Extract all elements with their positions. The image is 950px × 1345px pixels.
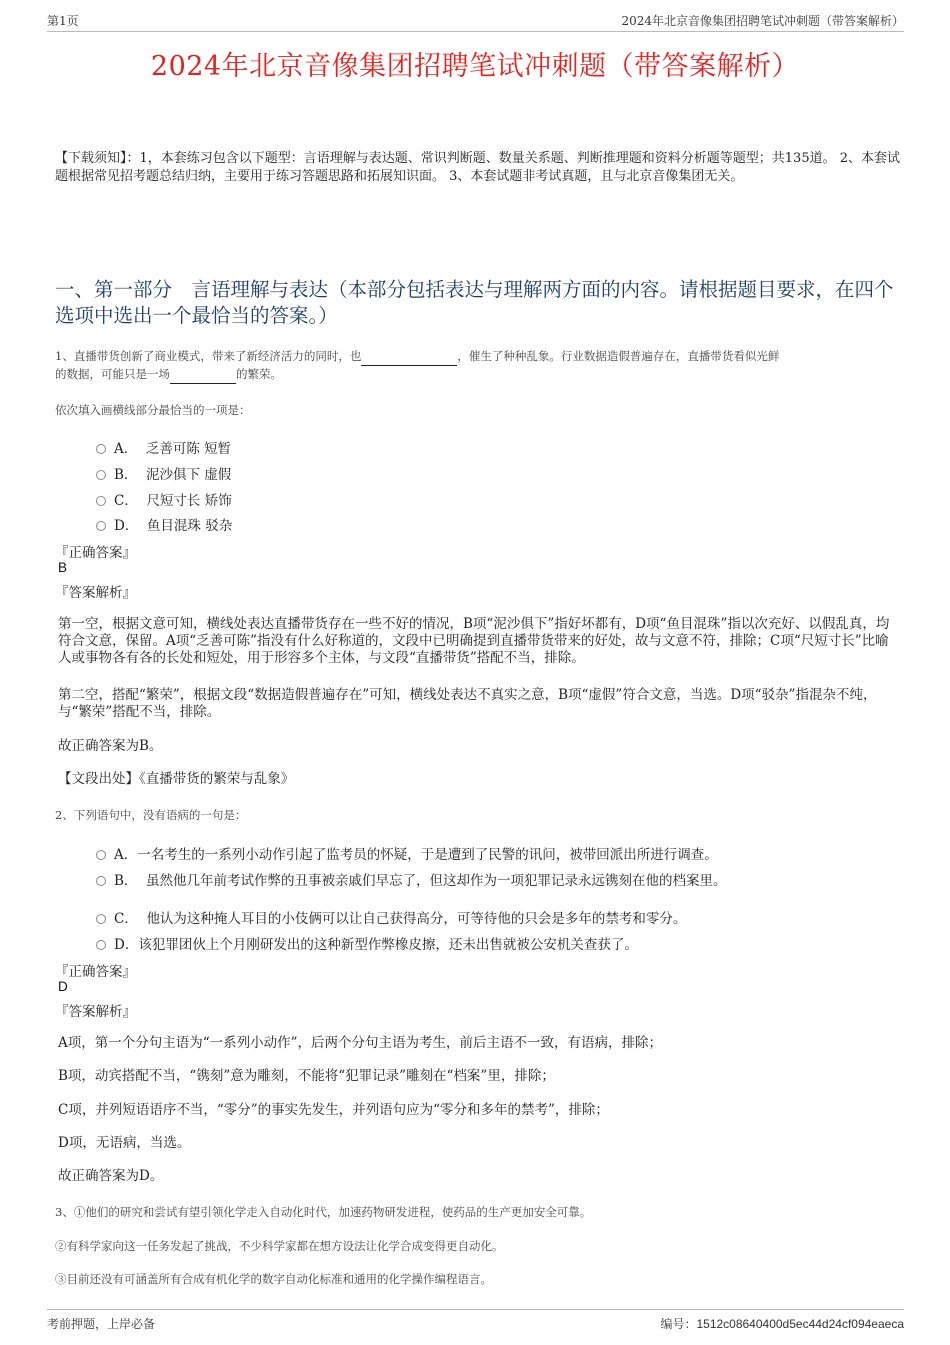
radio-icon[interactable] [96, 914, 106, 924]
q1-option-b-text: 泥沙俱下 虚假 [146, 467, 232, 483]
radio-icon[interactable] [96, 940, 106, 950]
footer-code [660, 1315, 904, 1332]
q1-option-a-key: A． [114, 441, 138, 457]
footer-slogan: 考前押题，上岸必备 [47, 1317, 156, 1331]
q2-option-d-text: 该犯罪团伙上个月刚研发出的这种新型作弊橡皮擦，还未出售就被公安机关查获了。 [138, 937, 638, 953]
q1-option-c-text: 尺短寸长 矫饰 [146, 493, 232, 509]
q1-text-c: 的数据，可能只是一场 [55, 367, 170, 381]
q1-text-d: 的繁荣。 [236, 367, 282, 381]
q2-answer-label: 『正确答案』 [55, 964, 136, 980]
q1-option-c[interactable] [96, 489, 232, 509]
q1-answer: B [58, 560, 68, 575]
question-3-line-1: 3、①他们的研究和尝试有望引领化学走入自动化时代，加速药物研发进程，使药品的生产更加安全可靠。 [55, 1205, 592, 1219]
q1-option-b-key: B． [114, 467, 138, 483]
q1-option-c-key: C． [114, 493, 138, 509]
q1-option-b[interactable] [96, 463, 231, 483]
q2-conclusion: 故正确答案为D。 [58, 1168, 164, 1184]
q1-blank-2 [170, 366, 236, 384]
q1-text-a: 1、直播带货创新了商业模式，带来了新经济活力的同时，也 [55, 349, 362, 363]
footer-divider [47, 1309, 904, 1310]
download-notice: 【下载须知】：1，本套练习包含以下题型：言语理解与表达题、常识判断题、数量关系题、判断推理题和资料分析题等题型；共135道。 2、本套试题根据常见招考题总结归纳，主要用于练习答题思路和拓展知识面。 3、本套试题非考试真题，且与北京音像集团无关。 [55, 151, 900, 184]
q2-option-b[interactable] [96, 869, 727, 889]
q2-analysis-b: B项，动宾搭配不当，“镌刻”意为雕刻，不能将“犯罪记录”雕刻在“档案”里，排除； [58, 1068, 555, 1084]
q2-option-b-key: B． [114, 873, 138, 889]
footer-code-label: 编号： [660, 1317, 697, 1331]
q1-instruction: 依次填入画横线部分最恰当的一项是： [55, 403, 251, 417]
header-divider [47, 31, 904, 32]
q1-analysis-label: 『答案解析』 [55, 585, 136, 601]
page-title: 2024年北京音像集团招聘笔试冲刺题（带答案解析） [150, 51, 800, 82]
q1-option-a-text: 乏善可陈 短暂 [145, 441, 232, 457]
q2-answer: D [58, 979, 68, 994]
question-2-text: 2、下列语句中，没有语病的一句是： [55, 808, 247, 822]
q2-analysis-label: 『答案解析』 [55, 1004, 136, 1020]
q1-answer-label: 『正确答案』 [55, 545, 136, 561]
radio-icon[interactable] [96, 444, 106, 454]
q2-option-c[interactable] [96, 907, 686, 927]
q2-option-c-key: C． [114, 911, 138, 927]
radio-icon[interactable] [96, 470, 106, 480]
q2-analysis-d: D项，无语病，当选。 [58, 1135, 191, 1151]
q2-option-c-text: 他认为这种掩人耳目的小伎俩可以让自己获得高分，可等待他的只会是多年的禁考和零分。 [146, 911, 687, 927]
radio-icon[interactable] [96, 521, 106, 531]
q1-analysis-1: 第一空，根据文意可知，横线处表达直播带货存在一些不好的情况，B项“泥沙俱下”指好坏都有，D项“鱼目混珠”指以次充好、以假乱真，均符合文意，保留。A项“乏善可陈”指没有什么好称道的，文段中已明确提到直播带货带来的好处，故与文意不符，排除；C项“尺短寸长”比喻人或事物各有各的长处和短处，用于形容多个主体，与文段“直播带货”搭配不当，排除。 [58, 616, 890, 666]
page-number: 第1页 [47, 14, 79, 28]
q1-option-d[interactable] [96, 514, 232, 534]
radio-icon[interactable] [96, 850, 106, 860]
q2-analysis-a: A项，第一个分句主语为“一系列小动作”，后两个分句主语为考生，前后主语不一致，有语病，排除； [58, 1035, 663, 1051]
q2-option-a[interactable] [96, 843, 718, 863]
q2-option-a-key: A． [114, 847, 138, 863]
q1-conclusion: 故正确答案为B。 [58, 738, 163, 754]
q1-option-a[interactable] [96, 437, 231, 457]
question-1-text [55, 348, 905, 384]
radio-icon[interactable] [96, 876, 106, 886]
q1-text-b: ，催生了种种乱象。行业数据造假普遍存在，直播带货看似光鲜 [457, 349, 780, 363]
q1-option-d-text: 鱼目混珠 驳杂 [146, 518, 233, 534]
section-heading: 一、第一部分 言语理解与表达（本部分包括表达与理解两方面的内容。请根据题目要求，在四个选项中选出一个最恰当的答案。） [55, 278, 894, 327]
q2-option-d-key: D． [114, 937, 139, 953]
q2-option-d[interactable] [96, 933, 638, 953]
q2-analysis-c: C项，并列短语语序不当，“零分”的事实先发生，并列语句应为“零分和多年的禁考”，排除； [58, 1102, 609, 1118]
footer-code-value: 1512c08640400d5ec44d24cf094eaeca [696, 1317, 904, 1331]
radio-icon[interactable] [96, 496, 106, 506]
question-3-line-2: ②有科学家向这一任务发起了挑战，不少科学家都在想方设法让化学合成变得更自动化。 [55, 1239, 504, 1253]
q2-option-b-text: 虽然他几年前考试作弊的丑事被亲戚们早忘了，但这却作为一项犯罪记录永远镌刻在他的档案里。 [146, 873, 727, 889]
q1-option-d-key: D． [114, 518, 139, 534]
q1-blank-1 [361, 348, 457, 366]
question-3-line-3: ③目前还没有可涵盖所有合成有机化学的数字自动化标准和通用的化学操作编程语言。 [55, 1272, 492, 1286]
q1-source: 【文段出处】《直播带货的繁荣与乱象》 [58, 771, 295, 787]
header-doc-title: 2024年北京音像集团招聘笔试冲刺题（带答案解析） [621, 14, 904, 28]
q2-option-a-text: 一名考生的一系列小动作引起了监考员的怀疑，于是遭到了民警的讯问，被带回派出所进行调查。 [137, 847, 718, 863]
q1-analysis-2: 第二空，搭配“繁荣”，根据文段“数据造假普遍存在”可知，横线处表达不真实之意，B项“虚假”符合文意，当选。D项“驳杂”指混杂不纯，与“繁荣”搭配不当，排除。 [58, 687, 877, 720]
